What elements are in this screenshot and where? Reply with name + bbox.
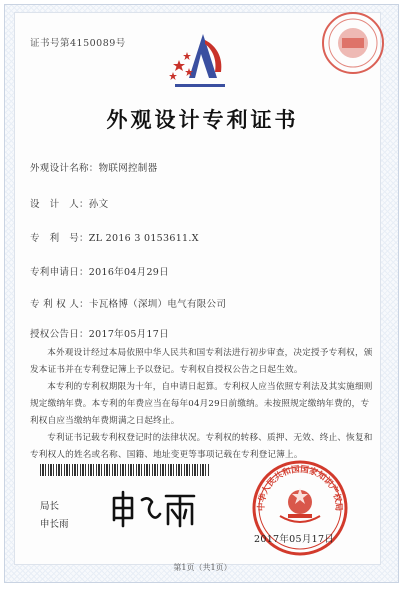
director-name-label: 申长雨 <box>40 519 69 530</box>
director-signature <box>108 488 198 528</box>
filing-date-field: 专利申请日：2016年04月29日 <box>30 267 169 278</box>
certificate-body <box>30 345 375 464</box>
seal-text: 中华人民共和国国家知识产权局 <box>256 464 344 512</box>
director-title-label: 局长 <box>40 501 60 512</box>
body-paragraph: 专利证书记载专利权登记时的法律状况。专利权的转移、质押、无效、终止、恢复和专利权人的姓名或名称、国籍、地址变更等事项记载在专利登记簿上。 <box>30 433 373 460</box>
corner-seal-stamp <box>318 8 388 78</box>
page-footer: 第1页（共1页） <box>173 563 232 572</box>
patent-number-field: 专 利 号：ZL 2016 3 0153611.X <box>30 233 199 244</box>
seal-date: 2017年05月17日 <box>254 534 335 545</box>
body-paragraph: 本外观设计经过本局依照中华人民共和国专利法进行初步审查，决定授予专利权，颁发本证书并在专利登记簿上予以登记。专利权自授权公告之日起生效。 <box>30 348 373 375</box>
sipo-emblem-icon <box>165 32 235 92</box>
patentee-field: 专 利 权 人：卡瓦格博（深圳）电气有限公司 <box>30 299 227 310</box>
designer-field: 设 计 人：孙文 <box>30 199 109 210</box>
body-paragraph: 本专利的专利权期限为十年，自申请日起算。专利权人应当依照专利法及其实施细则规定缴纳年费。本专利的年费应当在每年04月29日前缴纳。未按照规定缴纳年费的，专利权自应当缴纳年费期满之日起终止。 <box>30 382 373 426</box>
grant-date-field: 授权公告日：2017年05月17日 <box>30 329 169 340</box>
barcode <box>40 464 210 476</box>
certificate-title: 外观设计专利证书 <box>106 107 299 132</box>
certificate-number: 证书号第4150089号 <box>30 38 126 49</box>
design-name-field: 外观设计名称：物联网控制器 <box>30 163 158 174</box>
